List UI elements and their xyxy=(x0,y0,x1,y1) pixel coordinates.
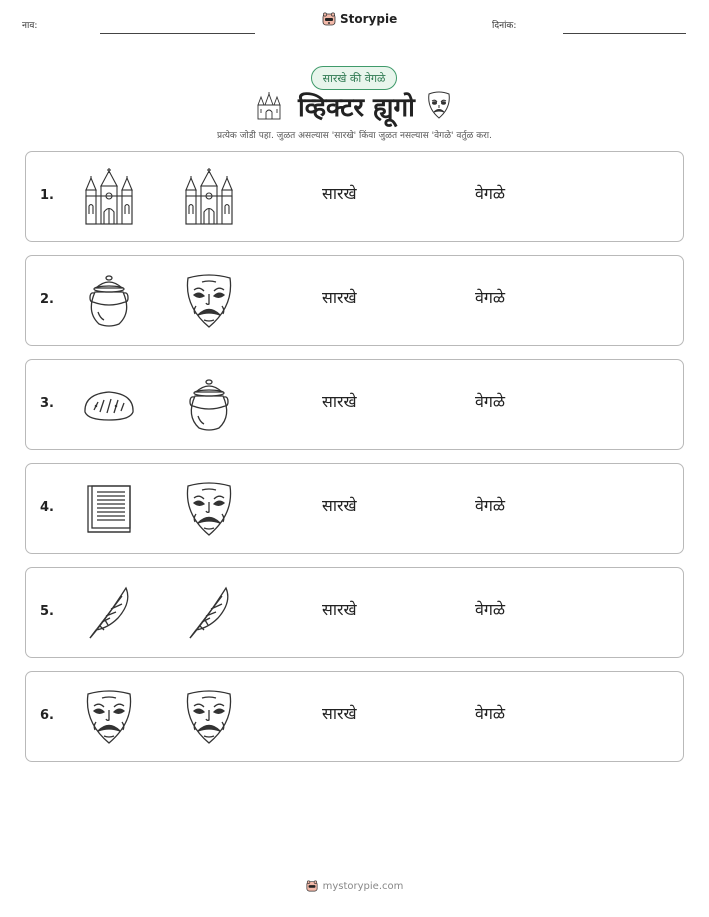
different-option[interactable]: वेगळे xyxy=(475,288,506,307)
same-option[interactable]: सारखे xyxy=(322,184,357,203)
church-icon xyxy=(82,168,136,226)
mask-icon xyxy=(182,480,236,538)
same-option[interactable]: सारखे xyxy=(322,704,357,723)
question-number: 5. xyxy=(40,604,54,619)
name-line[interactable] xyxy=(100,33,255,34)
church-icon xyxy=(182,168,236,226)
book-icon xyxy=(82,480,136,538)
bear-icon xyxy=(306,880,318,892)
different-option[interactable]: वेगळे xyxy=(475,600,506,619)
different-option[interactable]: वेगळे xyxy=(475,392,506,411)
question-number: 2. xyxy=(40,292,54,307)
bread-icon xyxy=(82,376,136,434)
question-row xyxy=(25,671,684,762)
brand-name: Storypie xyxy=(340,12,398,26)
page-title: व्हिक्टर ह्यूगो xyxy=(298,93,415,123)
bear-icon xyxy=(322,12,336,26)
quill-icon xyxy=(182,584,236,642)
same-option[interactable]: सारखे xyxy=(322,496,357,515)
pot-icon xyxy=(182,376,236,434)
quill-icon xyxy=(82,584,136,642)
question-number: 4. xyxy=(40,500,54,515)
brand-logo xyxy=(322,12,397,26)
instructions: प्रत्येक जोडी पहा. जुळत असल्यास 'सारखे' किंवा जुळत नसल्यास 'वेगळे' वर्तुळ करा. xyxy=(216,131,492,141)
worksheet-type-badge: सारखे की वेगळे xyxy=(311,66,397,90)
same-option[interactable]: सारखे xyxy=(322,600,357,619)
same-option[interactable]: सारखे xyxy=(322,392,357,411)
name-label: नाव: xyxy=(22,21,38,31)
question-row xyxy=(25,567,684,658)
different-option[interactable]: वेगळे xyxy=(475,704,506,723)
pot-icon xyxy=(82,272,136,330)
different-option[interactable]: वेगळे xyxy=(475,496,506,515)
footer xyxy=(0,880,709,892)
mask-icon xyxy=(426,90,452,120)
question-row xyxy=(25,151,684,242)
mask-icon xyxy=(82,688,136,746)
footer-url[interactable]: mystorypie.com xyxy=(322,880,404,892)
question-row xyxy=(25,463,684,554)
mask-icon xyxy=(182,272,236,330)
date-label: दिनांक: xyxy=(492,21,517,31)
question-number: 6. xyxy=(40,708,54,723)
question-number: 3. xyxy=(40,396,54,411)
same-option[interactable]: सारखे xyxy=(322,288,357,307)
question-row xyxy=(25,255,684,346)
question-row xyxy=(25,359,684,450)
different-option[interactable]: वेगळे xyxy=(475,184,506,203)
mask-icon xyxy=(182,688,236,746)
question-number: 1. xyxy=(40,188,54,203)
date-line[interactable] xyxy=(563,33,686,34)
church-icon xyxy=(256,92,282,120)
